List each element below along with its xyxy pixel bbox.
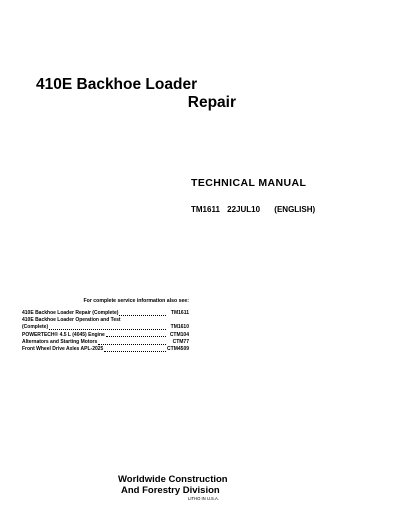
- reference-title: 410E Backhoe Loader Repair (Complete): [22, 310, 119, 316]
- service-information-block: [22, 298, 189, 353]
- title-line-2: Repair: [187, 94, 236, 111]
- reference-item: [22, 317, 189, 331]
- reference-title: Alternators and Starting Motors: [22, 338, 98, 345]
- reference-code: CTM77: [172, 338, 189, 345]
- reference-item: [22, 346, 189, 353]
- leader-dots: [104, 350, 166, 352]
- manual-type-heading: TECHNICAL MANUAL: [191, 177, 307, 189]
- division-footer: [118, 474, 268, 501]
- reference-code: TM1611: [170, 310, 189, 316]
- printed-in-note: LITHO IN U.S.A.: [188, 496, 219, 501]
- title-line-1: 410E Backhoe Loader: [36, 76, 198, 93]
- manual-language: (ENGLISH): [274, 205, 316, 214]
- reference-title: Front Wheel Drive Axles APL-2025: [22, 346, 104, 353]
- leader-dots: [119, 314, 166, 316]
- reference-title: 410E Backhoe Loader Operation and Test: [22, 317, 121, 324]
- leader-dots: [49, 328, 166, 330]
- reference-item: [22, 332, 189, 339]
- division-name-line-1: Worldwide Construction: [118, 474, 228, 485]
- service-info-heading: For complete service information also see:: [83, 298, 189, 304]
- manual-title: [30, 76, 236, 112]
- reference-title-continued: (Complete): [22, 324, 49, 331]
- reference-list: [22, 310, 189, 353]
- reference-code: CTM4509: [167, 346, 189, 353]
- manual-date: 22JUL10: [227, 205, 261, 214]
- manual-identification: [191, 205, 315, 214]
- reference-item: [22, 339, 189, 346]
- reference-item: [22, 310, 189, 317]
- reference-code: TM1610: [170, 324, 189, 331]
- reference-title: POWERTECH® 4.5 L (4045) Engine: [22, 331, 105, 338]
- division-name-line-2: And Forestry Division: [121, 485, 220, 496]
- reference-code: CTM104: [169, 331, 189, 338]
- leader-dots: [106, 335, 166, 337]
- leader-dots: [98, 343, 166, 345]
- manual-number: TM1611: [191, 205, 220, 214]
